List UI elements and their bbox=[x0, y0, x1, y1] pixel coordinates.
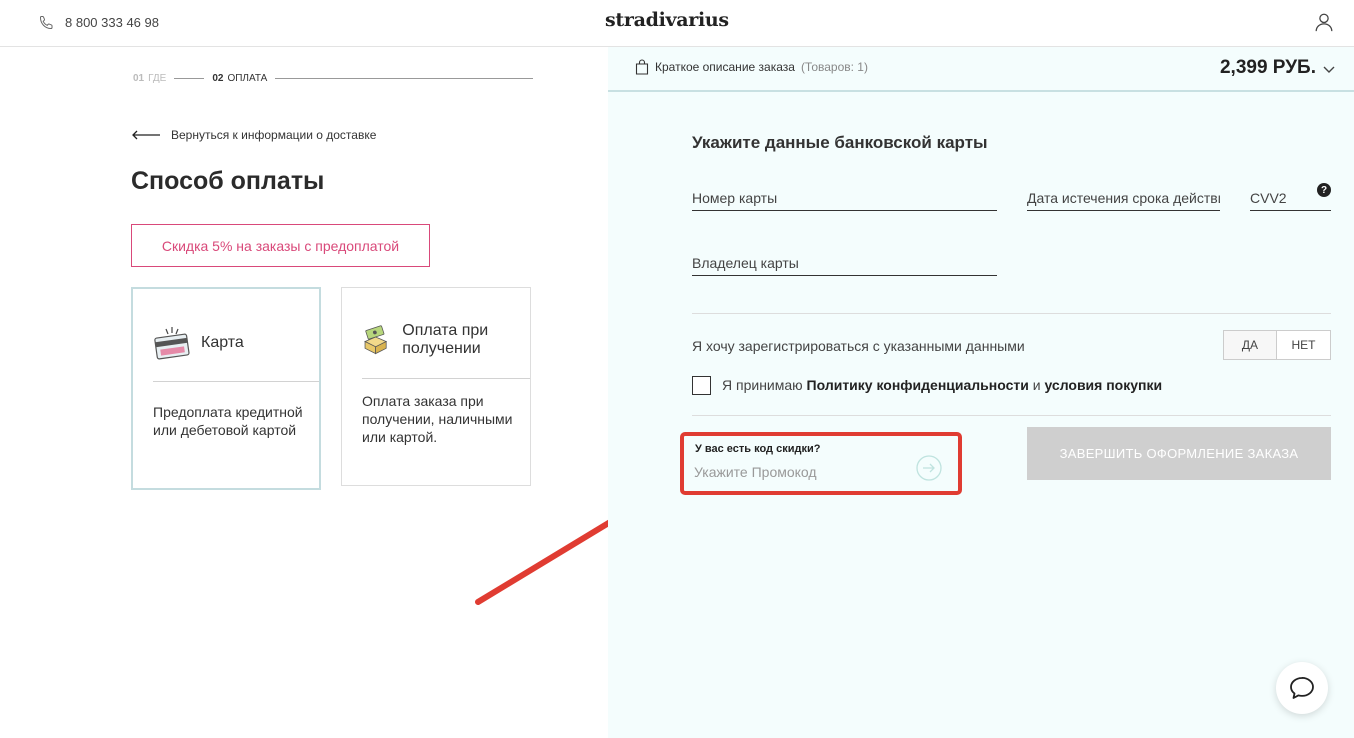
site-header bbox=[0, 0, 1354, 47]
card-divider bbox=[153, 381, 319, 382]
step-divider bbox=[174, 78, 204, 79]
user-account-icon[interactable] bbox=[1313, 11, 1335, 33]
expiry-date-input[interactable] bbox=[1027, 190, 1220, 210]
back-link-label: Вернуться к информации о доставке bbox=[171, 128, 377, 142]
checkout-panel bbox=[608, 47, 1354, 738]
step-payment: 02 ОПЛАТА bbox=[212, 73, 268, 84]
chevron-down-icon[interactable] bbox=[1322, 62, 1336, 76]
payment-cod-title: Оплата при получении bbox=[402, 322, 489, 357]
summary-count: (Товаров: 1) bbox=[800, 60, 868, 74]
prepay-discount-button[interactable]: Скидка 5% на заказы с предоплатой bbox=[131, 224, 430, 267]
promo-code-box bbox=[680, 432, 962, 495]
payment-card-description: Предоплата кредитной или дебетовой картой bbox=[153, 404, 303, 438]
arrow-left-icon bbox=[131, 130, 161, 140]
checkout-steps bbox=[133, 73, 533, 84]
register-question: Я хочу зарегистрироваться с указанными данными bbox=[692, 338, 1025, 354]
order-summary-label bbox=[635, 59, 868, 75]
complete-order-button[interactable]: ЗАВЕРШИТЬ ОФОРМЛЕНИЕ ЗАКАЗА bbox=[1027, 427, 1331, 480]
accept-terms-label: Я принимаю Политику конфиденциальности и условия покупки bbox=[722, 377, 1163, 393]
summary-title: Краткое описание заказа bbox=[655, 60, 795, 74]
step-progress-line bbox=[275, 78, 533, 79]
payment-cod-description: Оплата заказа при получении, наличными или картой. bbox=[362, 393, 513, 445]
card-number-input[interactable] bbox=[692, 190, 997, 210]
form-divider bbox=[692, 415, 1331, 416]
card-holder-field[interactable] bbox=[692, 255, 997, 276]
cash-package-icon bbox=[362, 320, 392, 360]
order-summary-bar[interactable] bbox=[608, 47, 1354, 92]
expiry-date-field[interactable] bbox=[1027, 190, 1220, 211]
stradivarius-logo[interactable]: stradivarius bbox=[605, 9, 729, 31]
register-toggle bbox=[1223, 330, 1331, 360]
purchase-terms-link[interactable]: условия покупки bbox=[1044, 377, 1163, 393]
payment-cod-header bbox=[362, 320, 530, 360]
page-title: Способ оплаты bbox=[131, 167, 325, 195]
order-total: 2,399 РУБ. bbox=[1219, 57, 1316, 78]
payment-method-card[interactable] bbox=[131, 287, 321, 490]
payment-card-title: Карта bbox=[201, 334, 244, 351]
payment-card-header bbox=[153, 325, 319, 361]
accept-terms-checkbox[interactable] bbox=[692, 376, 711, 395]
card-holder-input[interactable] bbox=[692, 255, 997, 275]
card-form-title: Укажите данные банковской карты bbox=[692, 133, 988, 152]
promo-code-label: У вас есть код скидки? bbox=[695, 443, 821, 455]
cvv-help-icon[interactable]: ? bbox=[1317, 183, 1331, 197]
shopping-bag-icon bbox=[635, 59, 649, 75]
promo-code-input[interactable] bbox=[694, 464, 904, 480]
chat-bubble-icon bbox=[1289, 676, 1315, 700]
phone-number: 8 800 333 46 98 bbox=[65, 15, 159, 30]
arrow-right-circle-icon[interactable] bbox=[916, 455, 942, 481]
step-where[interactable]: 01 ГДЕ bbox=[133, 73, 167, 84]
cod-divider bbox=[362, 378, 530, 379]
credit-card-icon bbox=[153, 325, 191, 361]
privacy-policy-link[interactable]: Политику конфиденциальности bbox=[806, 377, 1029, 393]
register-no-button[interactable]: НЕТ bbox=[1291, 338, 1316, 352]
chat-button[interactable] bbox=[1276, 662, 1328, 714]
phone-icon bbox=[38, 14, 55, 31]
phone-contact[interactable] bbox=[38, 14, 159, 31]
form-divider bbox=[692, 313, 1331, 314]
card-number-field[interactable] bbox=[692, 190, 997, 211]
payment-method-cod[interactable] bbox=[341, 287, 531, 486]
back-to-delivery-link[interactable] bbox=[131, 128, 376, 142]
register-yes-button[interactable]: ДА bbox=[1224, 331, 1277, 359]
